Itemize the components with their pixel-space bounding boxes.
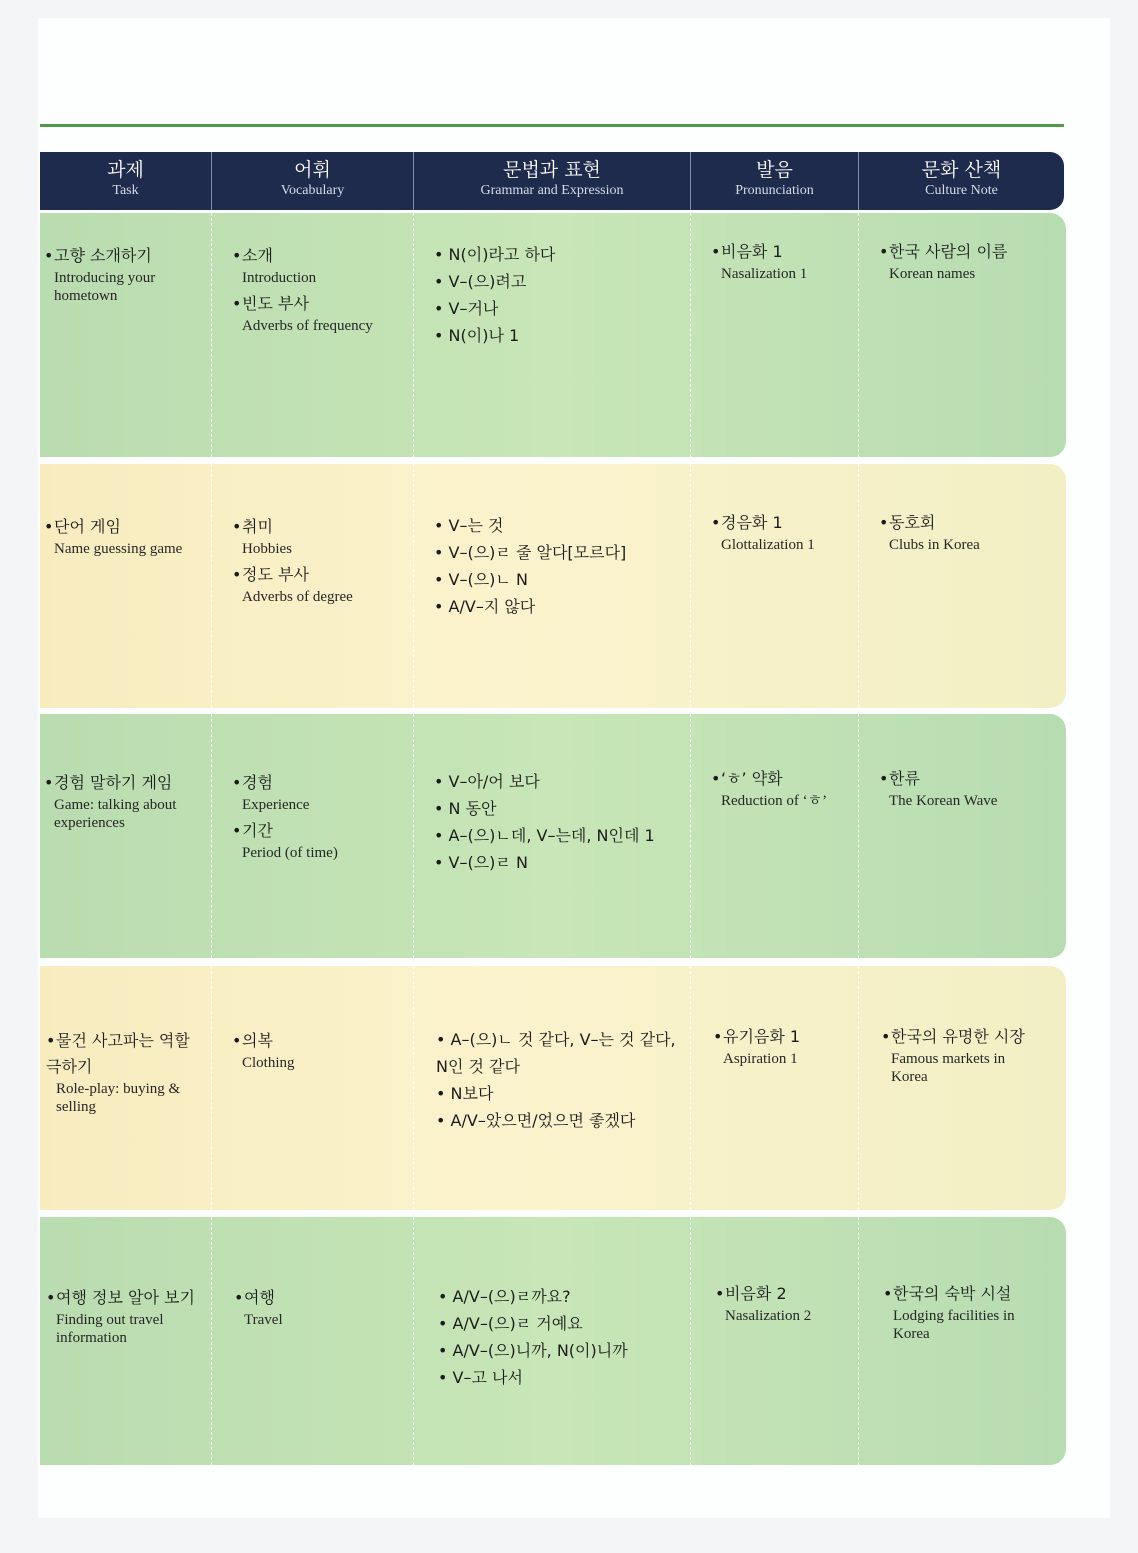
grammar-item: • A–(으)ㄴ 것 같다, V–는 것 같다, N인 것 같다 <box>436 1030 676 1076</box>
header-grammar <box>414 152 691 210</box>
grammar-item: • N 동안 <box>434 799 497 818</box>
pron-cell: •유기음화 1 Aspiration 1 <box>691 966 859 1210</box>
culture-cell: •한류 The Korean Wave <box>879 769 998 809</box>
task-title-en: Finding out travel information <box>56 1312 164 1346</box>
task-title: •여행 정보 알아 보기 <box>46 1288 195 1307</box>
table-row <box>40 464 1066 708</box>
grammar-item: • V–거나 <box>434 299 499 318</box>
culture-cell: •한국 사람의 이름 Korean names <box>879 242 1008 282</box>
header-grammar-en: Grammar and Expression <box>480 183 624 198</box>
grammar-item: • V–고 나서 <box>438 1368 523 1387</box>
vocab-item: •정도 부사 Adverbs of degree <box>232 565 353 605</box>
task-title-en: Role-play: buying & selling <box>56 1081 181 1115</box>
header-task-ko: 과제 <box>107 159 144 181</box>
grammar-item: • A/V–았으면/었으면 좋겠다 <box>436 1111 636 1130</box>
grammar-item: • V–는 것 <box>434 516 504 535</box>
task-title: •경험 말하기 게임 <box>44 773 173 792</box>
grammar-item: • N(이)나 1 <box>434 326 520 345</box>
pron-cell: •비음화 2 Nasalization 2 <box>691 1217 859 1465</box>
header-culture-ko: 문화 산책 <box>921 159 1002 181</box>
vocab-item: •여행 Travel <box>234 1288 283 1328</box>
header-task <box>40 152 212 210</box>
table-row <box>40 1217 1066 1465</box>
task-title-en: Game: talking about experiences <box>54 797 177 831</box>
table-row <box>40 714 1066 958</box>
header-culture-en: Culture Note <box>925 183 998 198</box>
header-vocab-ko: 어휘 <box>294 159 331 181</box>
header-vocab-en: Vocabulary <box>280 183 345 198</box>
header-pron <box>691 152 859 210</box>
grammar-item: • A/V–(으)ㄹ까요? <box>438 1287 571 1306</box>
grammar-item: • N보다 <box>436 1084 494 1103</box>
culture-cell: •한국의 숙박 시설 Lodging facilities in Korea <box>883 1284 1015 1342</box>
vocab-item: •기간 Period (of time) <box>232 821 338 861</box>
header-pron-en: Pronunciation <box>735 183 814 198</box>
grammar-cell <box>414 464 691 708</box>
table-row <box>40 966 1066 1210</box>
grammar-cell <box>414 966 691 1210</box>
pron-cell: •경음화 1 Glottalization 1 <box>691 464 859 708</box>
grammar-item: • V–(으)ㄹ N <box>434 853 528 872</box>
grammar-cell <box>414 714 691 958</box>
vocab-cell <box>212 213 414 457</box>
task-title-en: Introducing your hometown <box>54 270 156 304</box>
task-cell <box>40 1217 212 1465</box>
task-cell <box>40 714 212 958</box>
vocab-item: •경험 Experience <box>232 773 310 813</box>
grammar-cell <box>414 1217 691 1465</box>
task-title: •고향 소개하기 <box>44 246 152 265</box>
vocab-item: •소개 Introduction <box>232 246 317 286</box>
grammar-item: • V–(으)ㄴ N <box>434 570 528 589</box>
grammar-item: • A–(으)ㄴ데, V–는데, N인데 1 <box>434 826 655 845</box>
header-vocab <box>212 152 414 210</box>
task-cell <box>40 213 212 457</box>
vocab-cell <box>212 1217 414 1465</box>
grammar-item: • V–(으)ㄹ 줄 알다[모르다] <box>434 543 627 562</box>
grammar-item: • N(이)라고 하다 <box>434 245 556 264</box>
vocab-item: •빈도 부사 Adverbs of frequency <box>232 294 373 334</box>
table-header <box>40 152 1064 210</box>
task-cell <box>40 464 212 708</box>
culture-cell: •한국의 유명한 시장 Famous markets in Korea <box>881 1027 1025 1085</box>
vocab-cell <box>212 966 414 1210</box>
header-grammar-ko: 문법과 표현 <box>503 159 601 181</box>
pron-cell: •‘ㅎ’ 약화 Reduction of ‘ㅎ’ <box>691 714 859 958</box>
table-row <box>40 213 1066 457</box>
pron-cell: •비음화 1 Nasalization 1 <box>691 213 859 457</box>
vocab-item: •의복 Clothing <box>232 1031 295 1071</box>
task-cell <box>40 966 212 1210</box>
header-task-en: Task <box>112 183 139 198</box>
vocab-item: •취미 Hobbies <box>232 517 292 557</box>
vocab-cell <box>212 464 414 708</box>
grammar-item: • A/V–지 않다 <box>434 597 536 616</box>
grammar-item: • A/V–(으)니까, N(이)니까 <box>438 1341 628 1360</box>
grammar-item: • A/V–(으)ㄹ 거예요 <box>438 1314 583 1333</box>
vocab-cell <box>212 714 414 958</box>
task-title: •물건 사고파는 역할극하기 <box>46 1031 190 1076</box>
task-title: •단어 게임 <box>44 517 121 536</box>
grammar-cell <box>414 213 691 457</box>
task-title-en: Name guessing game <box>54 541 183 557</box>
header-pron-ko: 발음 <box>756 159 793 181</box>
grammar-item: • V–(으)려고 <box>434 272 527 291</box>
culture-cell: •동호회 Clubs in Korea <box>879 513 980 553</box>
header-culture <box>859 152 1064 210</box>
top-rule <box>40 124 1064 127</box>
grammar-item: • V–아/어 보다 <box>434 772 540 791</box>
